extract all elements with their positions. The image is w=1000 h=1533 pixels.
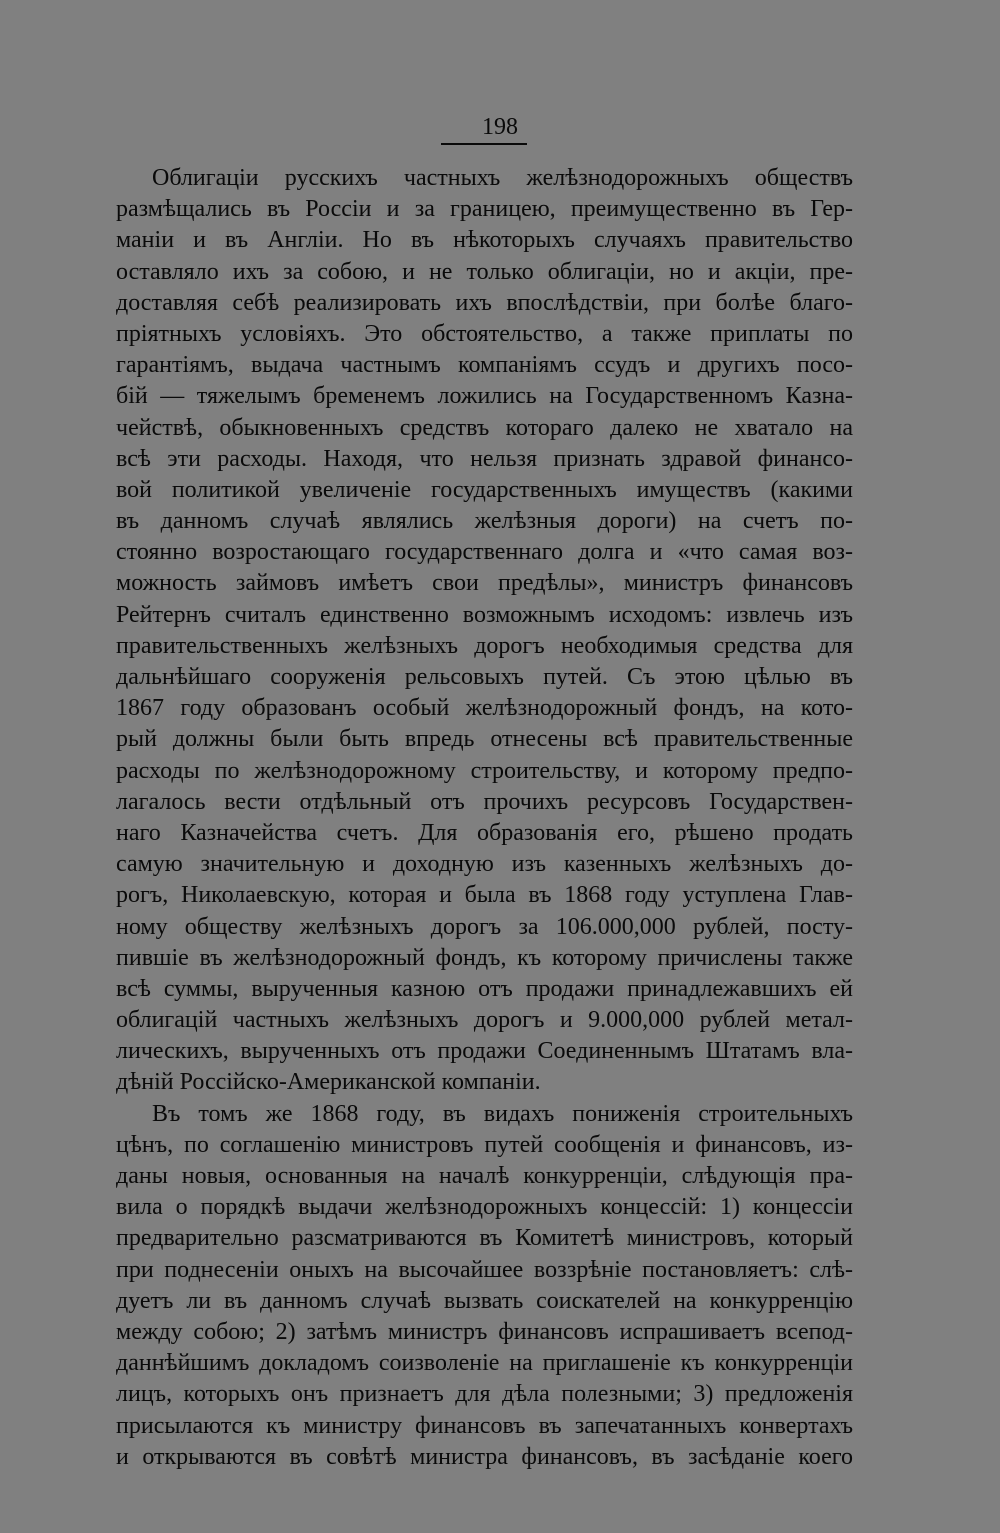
text-line: между собою; 2) затѣмъ министръ финансовъ испрашиваетъ всепод- xyxy=(116,1318,853,1345)
text-line: вой политикой увеличенiе государственныхъ имуществъ (какими xyxy=(116,476,853,503)
text-line: лагалось вести отдѣльный отъ прочихъ ресурсовъ Государствен- xyxy=(116,788,853,815)
text-line: рогъ, Николаевскую, которая и была въ 1868 году уступлена Глав- xyxy=(116,882,853,909)
text-line: правительственныхъ желѣзныхъ дорогъ необходимыя средства для xyxy=(116,632,853,659)
text-line: въ данномъ случаѣ являлись желѣзныя дороги) на счетъ по- xyxy=(116,508,853,535)
text-line: оставляло ихъ за собою, и не только облигацiи, но и акцiи, пре- xyxy=(116,258,853,285)
page-body xyxy=(116,163,853,1473)
text-line: размѣщались въ Россiи и за границею, преимущественно въ Гер- xyxy=(116,196,853,223)
text-line: дѣнiй Россiйско-Американской компанiи. xyxy=(116,1069,541,1096)
text-line: Облигацiи русскихъ частныхъ желѣзнодорожныхъ обществъ xyxy=(152,165,853,191)
text-line: Рейтернъ считалъ единственно возможнымъ исходомъ: извлечь изъ xyxy=(116,601,853,628)
text-line: чействѣ, обыкновенныхъ средствъ котораго далеко не хватало на xyxy=(116,414,853,441)
text-line: предварительно разсматриваются въ Комитетѣ министровъ, который xyxy=(116,1225,853,1252)
text-line: дальнѣйшаго сооруженiя рельсовыхъ путей. Съ этою цѣлью въ xyxy=(116,664,853,690)
text-line: лицъ, которыхъ онъ признаетъ для дѣла полезными; 3) предложенiя xyxy=(116,1381,853,1408)
text-line: гарантiямъ, выдача частнымъ компанiямъ ссудъ и другихъ посо- xyxy=(116,352,853,379)
text-line: всѣ суммы, вырученныя казною отъ продажи принадлежавшихъ ей xyxy=(116,975,853,1002)
text-line: даннѣйшимъ докладомъ соизволенiе на приглашенiе къ конкурренцiи xyxy=(116,1350,853,1377)
text-line: самую значительную и доходную изъ казенныхъ желѣзныхъ до- xyxy=(116,851,853,878)
text-line: доставляя себѣ реализировать ихъ впослѣдствiи, при болѣе благо- xyxy=(116,289,853,316)
text-line: стоянно возростающаго государственнаго долга и «что самая воз- xyxy=(116,539,853,566)
text-line: бiй — тяжелымъ бременемъ ложились на Государственномъ Казна- xyxy=(116,383,853,410)
text-line: расходы по желѣзнодорожному строительству, и которому предпо- xyxy=(116,757,853,784)
text-line: даны новыя, основанныя на началѣ конкурренцiи, слѣдующiя пра- xyxy=(116,1163,853,1189)
text-line: всѣ эти расходы. Находя, что нельзя признать здравой финансо- xyxy=(116,445,853,472)
text-line: ному обществу желѣзныхъ дорогъ за 106.000,000 рублей, посту- xyxy=(116,913,853,940)
text-line: прiятныхъ условiяхъ. Это обстоятельство, а также приплаты по xyxy=(116,320,853,347)
text-line: Въ томъ же 1868 году, въ видахъ пониженiя строительныхъ xyxy=(152,1100,853,1127)
text-line: цѣнъ, по соглашенiю министровъ путей сообщенiя и финансовъ, из- xyxy=(116,1131,853,1158)
text-line: манiи и въ Англiи. Но въ нѣкоторыхъ случаяхъ правительство xyxy=(116,227,853,254)
text-line: наго Казначейства счетъ. Для образованiя его, рѣшено продать xyxy=(116,819,853,846)
text-line: дуетъ ли въ данномъ случаѣ вызвать соискателей на конкурренцiю xyxy=(116,1287,853,1314)
text-line: можность займовъ имѣетъ свои предѣлы», министръ финансовъ xyxy=(116,570,853,597)
page-number: 198 xyxy=(482,114,518,140)
text-line: при поднесенiи оныхъ на высочайшее воззрѣнiе постановляетъ: слѣ- xyxy=(116,1256,853,1283)
text-line: облигацiй частныхъ желѣзныхъ дорогъ и 9.000,000 рублей метал- xyxy=(116,1007,853,1034)
text-line: и открываются въ совѣтѣ министра финансовъ, въ засѣданiе коего xyxy=(116,1443,853,1470)
text-line: присылаются къ министру финансовъ въ запечатанныхъ конвертахъ xyxy=(116,1412,853,1439)
text-line: рый должны были быть впредь отнесены всѣ правительственные xyxy=(116,726,853,753)
page-number-rule xyxy=(441,143,527,145)
text-line: вила о порядкѣ выдачи желѣзнодорожныхъ концессiй: 1) концессiи xyxy=(116,1194,853,1221)
text-line: пившiе въ желѣзнодорожный фондъ, къ которому причислены также xyxy=(116,944,853,971)
text-line: 1867 году образованъ особый желѣзнодорожный фондъ, на кото- xyxy=(116,695,853,722)
text-line: лическихъ, вырученныхъ отъ продажи Соединеннымъ Штатамъ вла- xyxy=(116,1038,853,1065)
